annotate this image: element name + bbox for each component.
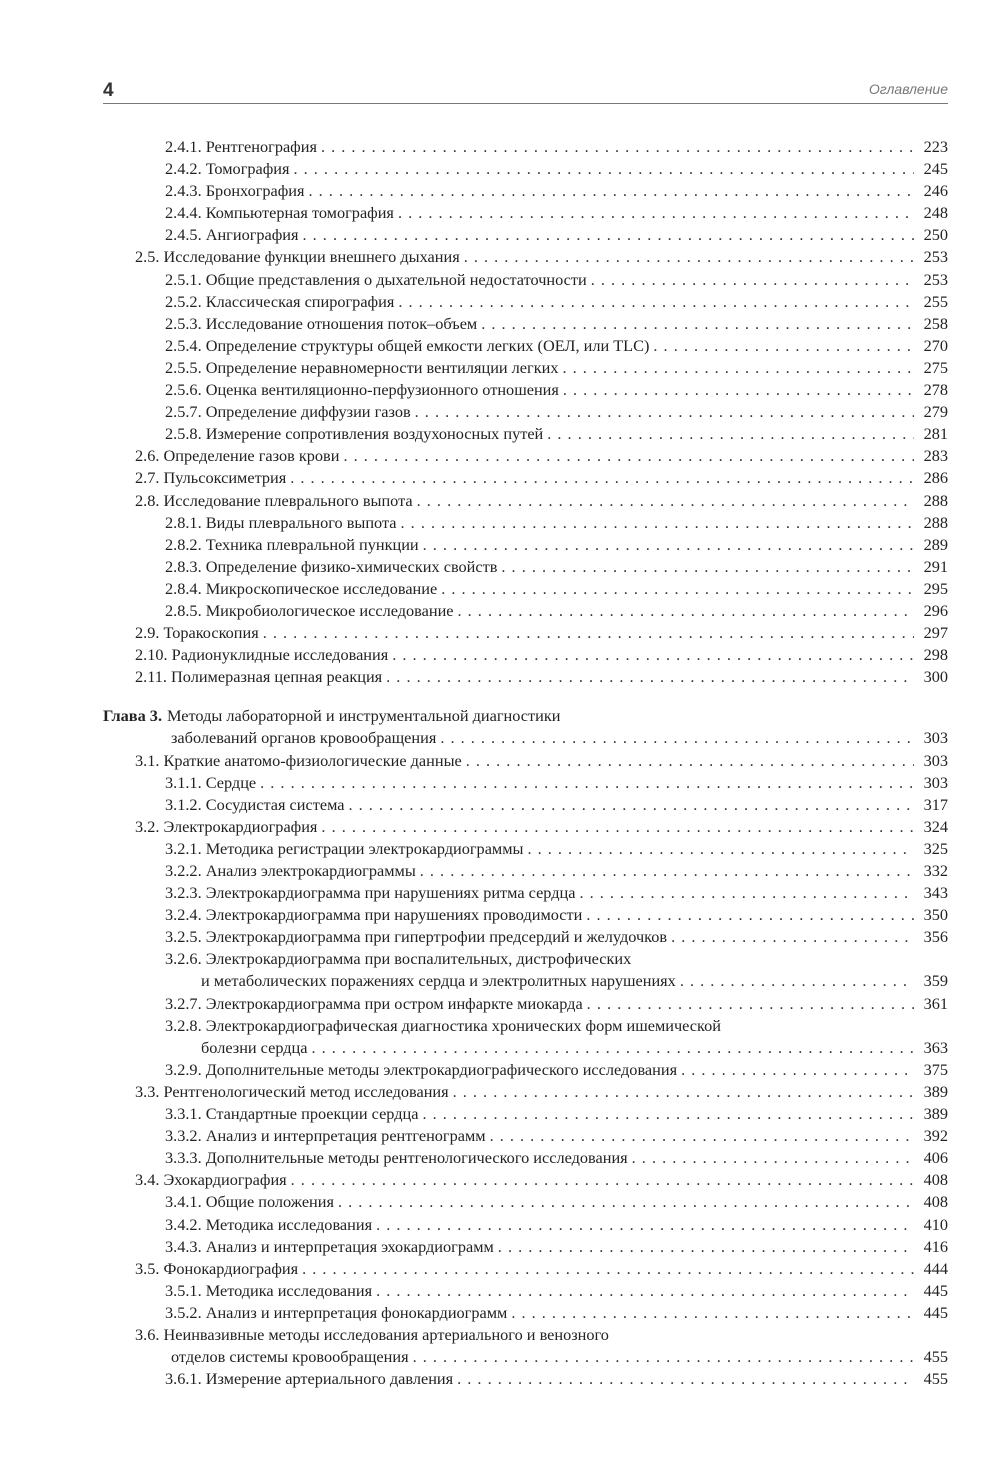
- toc-entry-title: 3.1.1. Сердце: [165, 772, 257, 792]
- toc-entry-page: 283: [923, 446, 948, 466]
- toc-entry[interactable]: [103, 860, 948, 882]
- page-number: 4: [103, 80, 114, 101]
- toc-entry-page: 444: [923, 1258, 948, 1278]
- table-of-contents: [103, 136, 948, 1390]
- toc-entry-title: 2.5.8. Измерение сопротивления воздухоносных путей: [165, 424, 544, 444]
- toc-entry[interactable]: [103, 1368, 948, 1390]
- dot-leader: [466, 750, 914, 772]
- toc-entry-title: 2.5. Исследование функции внешнего дыхания: [135, 247, 460, 267]
- toc-entry-page: 445: [923, 1280, 948, 1300]
- toc-chapter-heading[interactable]: [103, 705, 948, 727]
- toc-entry[interactable]: [103, 1103, 948, 1125]
- toc-entry[interactable]: [103, 926, 948, 948]
- toc-entry-page: 288: [923, 512, 948, 532]
- toc-entry[interactable]: [103, 445, 948, 467]
- toc-entry-page: 291: [923, 556, 948, 576]
- dot-leader: [413, 1346, 914, 1368]
- toc-entry[interactable]: [103, 622, 948, 644]
- toc-entry-title: 3.5.2. Анализ и интерпретация фонокардиограмм: [165, 1302, 508, 1322]
- toc-entry-page: 375: [923, 1059, 948, 1079]
- dot-leader: [401, 512, 914, 534]
- dot-leader: [420, 860, 914, 882]
- toc-entry-title: 3.5. Фонокардиография: [135, 1258, 299, 1278]
- toc-entry-page: 297: [923, 623, 948, 643]
- toc-entry-page: 253: [923, 269, 948, 289]
- toc-entry-page: 392: [923, 1126, 948, 1146]
- dot-leader: [457, 1368, 914, 1390]
- toc-entry-title: 3.5.1. Методика исследования: [165, 1280, 373, 1300]
- toc-entry[interactable]: [103, 1302, 948, 1324]
- toc-entry[interactable]: [103, 666, 948, 688]
- toc-entry-page: 278: [923, 380, 948, 400]
- toc-entry[interactable]: [103, 1081, 948, 1103]
- toc-chapter-heading-cont[interactable]: [103, 727, 948, 749]
- toc-entry[interactable]: [103, 512, 948, 534]
- dot-leader: [458, 600, 914, 622]
- toc-entry-title: 3.2.6. Электрокардиограмма при воспалительных, дистрофических: [165, 949, 632, 969]
- dot-leader: [632, 1147, 914, 1169]
- toc-entry[interactable]: [103, 1059, 948, 1081]
- toc-entry-title: 2.9. Торакоскопия: [135, 623, 259, 643]
- toc-entry-page: 317: [923, 794, 948, 814]
- dot-leader: [386, 666, 914, 688]
- toc-entry-page: 303: [923, 772, 948, 792]
- toc-entry-page: 248: [923, 203, 948, 223]
- toc-entry[interactable]: [103, 1280, 948, 1302]
- toc-entry-title: 2.5.1. Общие представления о дыхательной недостаточности: [165, 269, 587, 289]
- dot-leader: [498, 1236, 914, 1258]
- toc-entry[interactable]: [103, 970, 948, 992]
- toc-entry[interactable]: [103, 158, 948, 180]
- toc-entry-page: 408: [923, 1192, 948, 1212]
- toc-entry-page: 325: [923, 838, 948, 858]
- toc-entry-page: 389: [923, 1081, 948, 1101]
- toc-entry-page: 406: [923, 1148, 948, 1168]
- toc-entry-title: 3.3.2. Анализ и интерпретация рентгенограмм: [165, 1126, 486, 1146]
- toc-entry-page: 324: [923, 816, 948, 836]
- dot-leader: [563, 379, 914, 401]
- toc-entry-title: 2.5.6. Оценка вентиляционно-перфузионного отношения: [165, 380, 559, 400]
- toc-entry[interactable]: [103, 794, 948, 816]
- toc-entry[interactable]: [103, 1346, 948, 1368]
- toc-entry[interactable]: [103, 379, 948, 401]
- toc-entry[interactable]: [103, 772, 948, 794]
- toc-entry[interactable]: [103, 1214, 948, 1236]
- toc-entry-page: 361: [923, 993, 948, 1013]
- toc-entry-page: 455: [923, 1347, 948, 1367]
- toc-entry-title: 3.2.2. Анализ электрокардиограммы: [165, 861, 416, 880]
- toc-entry[interactable]: [103, 180, 948, 202]
- toc-entry-title: 2.8.3. Определение физико-химических свойств: [165, 556, 498, 576]
- dot-leader: [527, 838, 914, 860]
- chapter-title-cont: заболеваний органов кровообращения: [171, 728, 437, 748]
- toc-entry[interactable]: [103, 401, 948, 423]
- dot-leader: [348, 794, 914, 816]
- chapter-title: Методы лабораторной и инструментальной диагностики: [167, 706, 561, 726]
- toc-entry-page: 250: [923, 225, 948, 245]
- dot-leader: [392, 644, 914, 666]
- toc-entry-title: 2.7. Пульсоксиметрия: [135, 468, 287, 488]
- toc-entry-title: 3.4. Эхокардиография: [135, 1170, 287, 1190]
- toc-entry-page: 416: [923, 1236, 948, 1256]
- toc-entry-page: 255: [923, 291, 948, 311]
- toc-entry-title: 3.2.5. Электрокардиограмма при гипертрофии предсердий и желудочков: [165, 927, 668, 947]
- dot-leader: [586, 904, 914, 926]
- toc-entry[interactable]: [103, 335, 948, 357]
- toc-entry-page: 245: [923, 159, 948, 179]
- toc-entry-page: 296: [923, 600, 948, 620]
- toc-entry[interactable]: [103, 1169, 948, 1191]
- toc-entry-page: 295: [923, 578, 948, 598]
- toc-entry-title: 3.4.1. Общие положения: [165, 1192, 334, 1212]
- header-divider: [103, 103, 948, 104]
- dot-leader: [681, 1059, 914, 1081]
- toc-entry-title: 2.5.2. Классическая спирография: [165, 291, 395, 311]
- toc-entry-page: 275: [923, 357, 948, 377]
- dot-leader: [547, 423, 914, 445]
- toc-entry[interactable]: [103, 1191, 948, 1213]
- dot-leader: [680, 970, 914, 992]
- dot-leader: [453, 1081, 914, 1103]
- toc-entry-title: 2.8. Исследование плеврального выпота: [135, 490, 413, 510]
- toc-entry-page: 298: [923, 645, 948, 665]
- toc-entry-page: 303: [923, 750, 948, 770]
- toc-entry-title: 3.1. Краткие анатомо-физиологические данные: [135, 750, 462, 770]
- toc-entry-page: 288: [923, 490, 948, 510]
- toc-entry-page: 408: [923, 1170, 948, 1190]
- dot-leader: [309, 180, 914, 202]
- toc-entry[interactable]: [103, 467, 948, 489]
- toc-entry-title: 2.5.4. Определение структуры общей емкости легких (ОЕЛ, или TLC): [165, 335, 650, 355]
- toc-entry-title: 3.6.1. Измерение артериального давления: [165, 1369, 454, 1389]
- toc-entry[interactable]: [103, 313, 948, 335]
- dot-leader: [579, 882, 914, 904]
- toc-entry-title: 2.5.5. Определение неравномерности вентиляции легких: [165, 357, 559, 377]
- toc-entry-title: 3.2.1. Методика регистрации электрокардиограммы: [165, 838, 524, 858]
- toc-entry[interactable]: [103, 269, 948, 291]
- dot-leader: [343, 445, 914, 467]
- toc-entry-page: 270: [923, 335, 948, 355]
- dot-leader: [291, 1169, 914, 1191]
- toc-entry-title: 2.4.1. Рентгенография: [165, 137, 317, 156]
- toc-section-chapter-2: [103, 136, 948, 688]
- dot-leader: [290, 467, 914, 489]
- dot-leader: [302, 1258, 914, 1280]
- toc-entry-title: 2.4.5. Ангиография: [165, 225, 299, 245]
- toc-entry-title: 2.4.2. Томография: [165, 159, 290, 179]
- toc-entry-page: 258: [923, 313, 948, 333]
- toc-entry[interactable]: [103, 556, 948, 578]
- toc-entry-title: 2.8.2. Техника плевральной пункции: [165, 534, 419, 554]
- toc-entry[interactable]: [103, 1147, 948, 1169]
- toc-entry[interactable]: [103, 291, 948, 313]
- toc-entry-title: 3.2.7. Электрокардиограмма при остром инфаркте миокарда: [165, 993, 583, 1013]
- dot-leader: [260, 772, 914, 794]
- dot-leader: [398, 291, 914, 313]
- toc-entry[interactable]: [103, 534, 948, 556]
- toc-entry-page: 246: [923, 181, 948, 201]
- toc-entry-title: 2.6. Определение газов крови: [135, 446, 340, 466]
- running-head: Оглавление: [868, 81, 948, 97]
- toc-entry[interactable]: [103, 600, 948, 622]
- toc-entry-title: 3.2.3. Электрокардиограмма при нарушениях ритма сердца: [165, 883, 576, 903]
- toc-entry-title: 3.4.2. Методика исследования: [165, 1214, 373, 1234]
- toc-entry-title: 3.2.9. Дополнительные методы электрокардиографического исследования: [165, 1059, 678, 1079]
- chapter-page-ref: 303: [923, 728, 948, 748]
- toc-entry-title: 2.5.3. Исследование отношения поток–объем: [165, 313, 478, 333]
- dot-leader: [653, 335, 914, 357]
- dot-leader: [338, 1191, 914, 1213]
- toc-entry-title: 2.5.7. Определение диффузии газов: [165, 402, 411, 422]
- toc-entry-title: болезни сердца: [201, 1037, 308, 1057]
- toc-entry-page: 223: [923, 137, 948, 156]
- toc-entry-title: 2.4.4. Компьютерная томография: [165, 203, 394, 223]
- toc-entry-title: 3.2. Электрокардиография: [135, 816, 318, 836]
- toc-section-chapter-3: [103, 750, 948, 1391]
- toc-entry[interactable]: [103, 993, 948, 1015]
- dot-leader: [321, 816, 914, 838]
- toc-entry-title: 2.4.3. Бронхография: [165, 181, 305, 201]
- dot-leader: [294, 158, 915, 180]
- toc-entry-title: и метаболических поражениях сердца и электролитных нарушениях: [201, 971, 676, 991]
- dot-leader: [312, 1037, 915, 1059]
- toc-entry-page: 359: [923, 971, 948, 991]
- toc-entry[interactable]: [103, 816, 948, 838]
- toc-entry-page: 389: [923, 1104, 948, 1124]
- toc-entry-title: 3.2.4. Электрокардиограмма при нарушениях проводимости: [165, 905, 583, 925]
- toc-entry-title: 2.8.1. Виды плеврального выпота: [165, 512, 397, 532]
- toc-entry[interactable]: [103, 423, 948, 445]
- chapter-prefix: Глава 3.: [103, 706, 163, 726]
- dot-leader: [671, 926, 914, 948]
- toc-entry[interactable]: [103, 202, 948, 224]
- dot-leader: [587, 993, 914, 1015]
- dot-leader: [562, 357, 914, 379]
- dot-leader: [441, 578, 914, 600]
- toc-entry[interactable]: [103, 1258, 948, 1280]
- dot-leader: [376, 1280, 914, 1302]
- toc-entry[interactable]: [103, 136, 948, 158]
- toc-entry-page: 350: [923, 905, 948, 925]
- toc-entry-page: 281: [923, 424, 948, 444]
- toc-entry-page: 332: [923, 861, 948, 880]
- toc-entry-title: 3.4.3. Анализ и интерпретация эхокардиограмм: [165, 1236, 494, 1256]
- dot-leader: [415, 401, 914, 423]
- toc-entry-page: 455: [923, 1369, 948, 1389]
- toc-entry-title: 2.10. Радионуклидные исследования: [135, 645, 389, 665]
- toc-entry[interactable]: [103, 578, 948, 600]
- dot-leader: [501, 556, 914, 578]
- toc-entry-title: 3.1.2. Сосудистая система: [165, 794, 345, 814]
- dot-leader: [303, 224, 914, 246]
- toc-entry-page: 356: [923, 927, 948, 947]
- toc-entry-title: 3.3.1. Стандартные проекции сердца: [165, 1104, 419, 1124]
- dot-leader: [423, 534, 914, 556]
- toc-entry[interactable]: [103, 1037, 948, 1059]
- toc-entry[interactable]: [103, 357, 948, 379]
- toc-entry-page: 253: [923, 247, 948, 267]
- dot-leader: [376, 1214, 914, 1236]
- dot-leader: [440, 727, 914, 749]
- dot-leader: [417, 490, 914, 512]
- dot-leader: [511, 1302, 914, 1324]
- toc-entry[interactable]: [103, 644, 948, 666]
- toc-entry-page: 286: [923, 468, 948, 488]
- toc-entry[interactable]: [103, 1015, 948, 1037]
- toc-entry-title: отделов системы кровообращения: [171, 1347, 409, 1367]
- toc-entry[interactable]: [103, 948, 948, 970]
- dot-leader: [321, 136, 914, 158]
- toc-entry[interactable]: [103, 490, 948, 512]
- toc-entry-title: 2.11. Полимеразная цепная реакция: [135, 667, 383, 687]
- toc-entry-page: 279: [923, 402, 948, 422]
- dot-leader: [422, 1103, 914, 1125]
- dot-leader: [481, 313, 914, 335]
- toc-entry[interactable]: [103, 838, 948, 860]
- toc-entry-title: 3.3.3. Дополнительные методы рентгенологического исследования: [165, 1148, 628, 1168]
- toc-entry[interactable]: [103, 882, 948, 904]
- toc-entry-page: 410: [923, 1214, 948, 1234]
- dot-leader: [263, 622, 914, 644]
- dot-leader: [591, 269, 914, 291]
- dot-leader: [464, 246, 914, 268]
- toc-entry-page: 445: [923, 1302, 948, 1322]
- toc-entry-page: 300: [923, 667, 948, 687]
- toc-entry-title: 3.3. Рентгенологический метод исследования: [135, 1081, 449, 1101]
- toc-entry-title: 3.6. Неинвазивные методы исследования артериального и венозного: [135, 1324, 609, 1344]
- toc-entry[interactable]: [103, 904, 948, 926]
- toc-entry[interactable]: [103, 1236, 948, 1258]
- toc-entry-page: 363: [923, 1037, 948, 1057]
- dot-leader: [490, 1125, 914, 1147]
- toc-entry-title: 3.2.8. Электрокардиографическая диагностика хронических форм ишемической: [165, 1015, 721, 1035]
- toc-entry[interactable]: [103, 1125, 948, 1147]
- dot-leader: [398, 202, 914, 224]
- toc-entry-title: 2.8.5. Микробиологическое исследование: [165, 600, 454, 620]
- toc-entry[interactable]: [103, 1324, 948, 1346]
- toc-entry-page: 289: [923, 534, 948, 554]
- toc-entry[interactable]: [103, 224, 948, 246]
- toc-entry-page: 343: [923, 883, 948, 903]
- toc-entry[interactable]: [103, 750, 948, 772]
- toc-entry-title: 2.8.4. Микроскопическое исследование: [165, 578, 438, 598]
- toc-entry[interactable]: [103, 246, 948, 268]
